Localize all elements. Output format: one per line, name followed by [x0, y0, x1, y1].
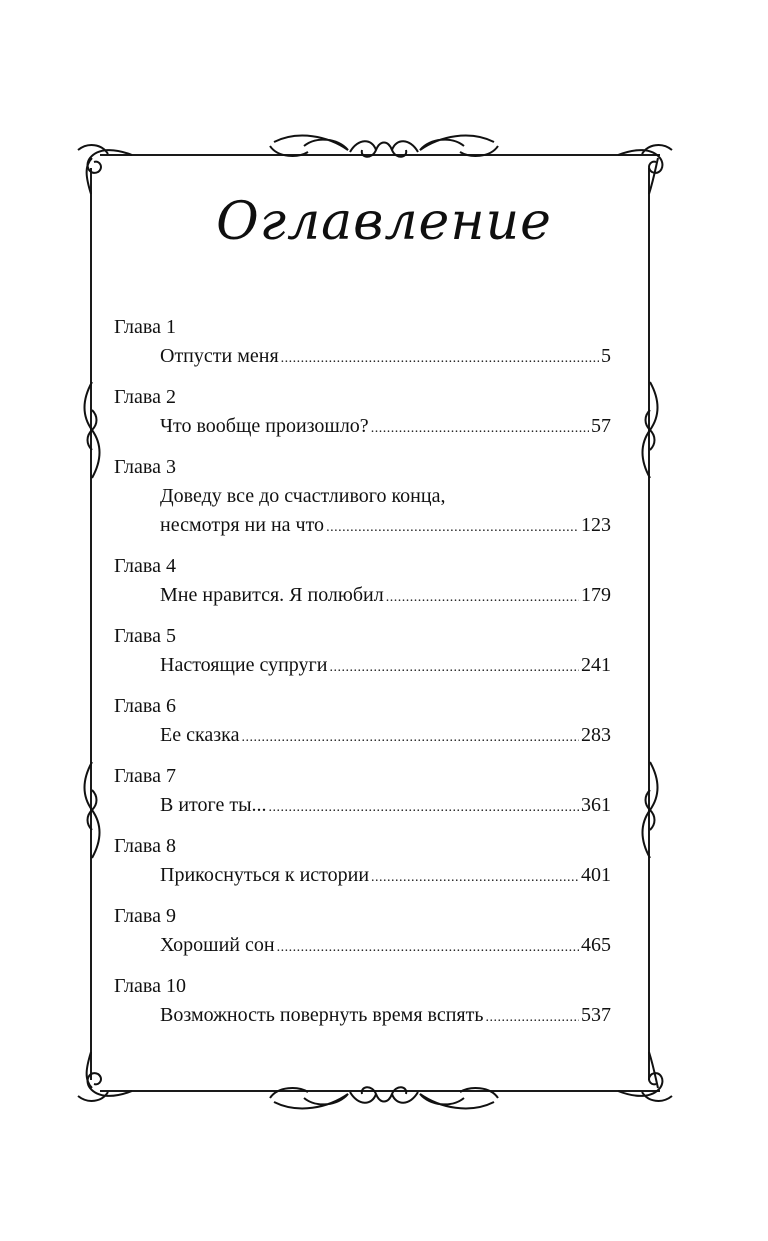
toc-chapter-9 [114, 902, 611, 960]
page-number: 283 [581, 724, 611, 746]
corner-flourish-bottom-left-icon [74, 1050, 134, 1110]
dot-leader [386, 583, 579, 612]
corner-flourish-top-right-icon [616, 136, 676, 196]
toc-chapter-10 [114, 972, 611, 1030]
top-flourish-icon [268, 128, 500, 168]
toc-entry-6[interactable] [160, 721, 611, 750]
chapter-label: Глава 7 [114, 765, 176, 787]
page-number: 5 [601, 345, 611, 367]
chapter-title: Ее сказка [160, 724, 240, 746]
dot-leader [371, 863, 579, 892]
toc-chapter-2 [114, 383, 611, 441]
toc-entry-8[interactable] [160, 861, 611, 890]
chapter-title: Отпусти меня [160, 345, 279, 367]
chapter-label: Глава 4 [114, 555, 176, 577]
page-title: Оглавление [216, 192, 552, 252]
corner-flourish-top-left-icon [74, 136, 134, 196]
toc-chapter-4 [114, 552, 611, 610]
toc-chapter-7 [114, 762, 611, 820]
toc-entry-3[interactable] [160, 511, 611, 540]
dot-leader [371, 414, 589, 443]
chapter-label: Глава 8 [114, 835, 176, 857]
page-number: 361 [581, 794, 611, 816]
chapter-title-line-1: Доведу все до счастливого конца, [160, 485, 446, 507]
frame-right-line [648, 168, 650, 1080]
chapter-label: Глава 1 [114, 316, 176, 338]
page-number: 123 [581, 514, 611, 536]
toc-entry-9[interactable] [160, 931, 611, 960]
dot-leader [277, 933, 579, 962]
toc-chapter-6 [114, 692, 611, 750]
page-number: 57 [591, 415, 611, 437]
left-side-flourish-lower-icon [78, 760, 106, 860]
chapter-title: В итоге ты... [160, 794, 267, 816]
toc-entry-5[interactable] [160, 651, 611, 680]
toc-entry-7[interactable] [160, 791, 611, 820]
toc-entry-2[interactable] [160, 412, 611, 441]
chapter-title: Прикоснуться к истории [160, 864, 370, 886]
chapter-title: Что вообще произошло? [160, 415, 369, 437]
page-number: 241 [581, 654, 611, 676]
toc-chapter-1 [114, 313, 611, 371]
left-side-flourish-upper-icon [78, 380, 106, 480]
toc-entry-4[interactable] [160, 581, 611, 610]
toc-chapter-8 [114, 832, 611, 890]
corner-flourish-bottom-right-icon [616, 1050, 676, 1110]
bottom-flourish-icon [268, 1076, 500, 1116]
chapter-title: Возможность повернуть время вспять [160, 1004, 484, 1026]
toc-entry-1[interactable] [160, 342, 611, 371]
dot-leader [241, 723, 579, 752]
right-side-flourish-lower-icon [636, 760, 664, 860]
page-number: 179 [581, 584, 611, 606]
page-number: 401 [581, 864, 611, 886]
page-number: 465 [581, 934, 611, 956]
chapter-label: Глава 6 [114, 695, 176, 717]
chapter-label: Глава 5 [114, 625, 176, 647]
page-number: 537 [581, 1004, 611, 1026]
frame-left-line [90, 168, 92, 1080]
chapter-label: Глава 9 [114, 905, 176, 927]
chapter-title: несмотря ни на что [160, 514, 325, 536]
chapter-label: Глава 2 [114, 386, 176, 408]
right-side-flourish-upper-icon [636, 380, 664, 480]
dot-leader [269, 793, 579, 822]
chapter-label: Глава 3 [114, 456, 176, 478]
dot-leader [281, 344, 599, 373]
toc-chapter-3 [114, 453, 611, 540]
dot-leader [486, 1003, 580, 1032]
chapter-label: Глава 10 [114, 975, 186, 997]
chapter-title: Мне нравится. Я полюбил [160, 584, 384, 606]
dot-leader [329, 653, 579, 682]
table-of-contents [114, 313, 611, 1042]
chapter-title: Хороший сон [160, 934, 275, 956]
toc-chapter-5 [114, 622, 611, 680]
toc-entry-10[interactable] [160, 1001, 611, 1030]
dot-leader [326, 513, 579, 542]
chapter-title: Настоящие супруги [160, 654, 328, 676]
